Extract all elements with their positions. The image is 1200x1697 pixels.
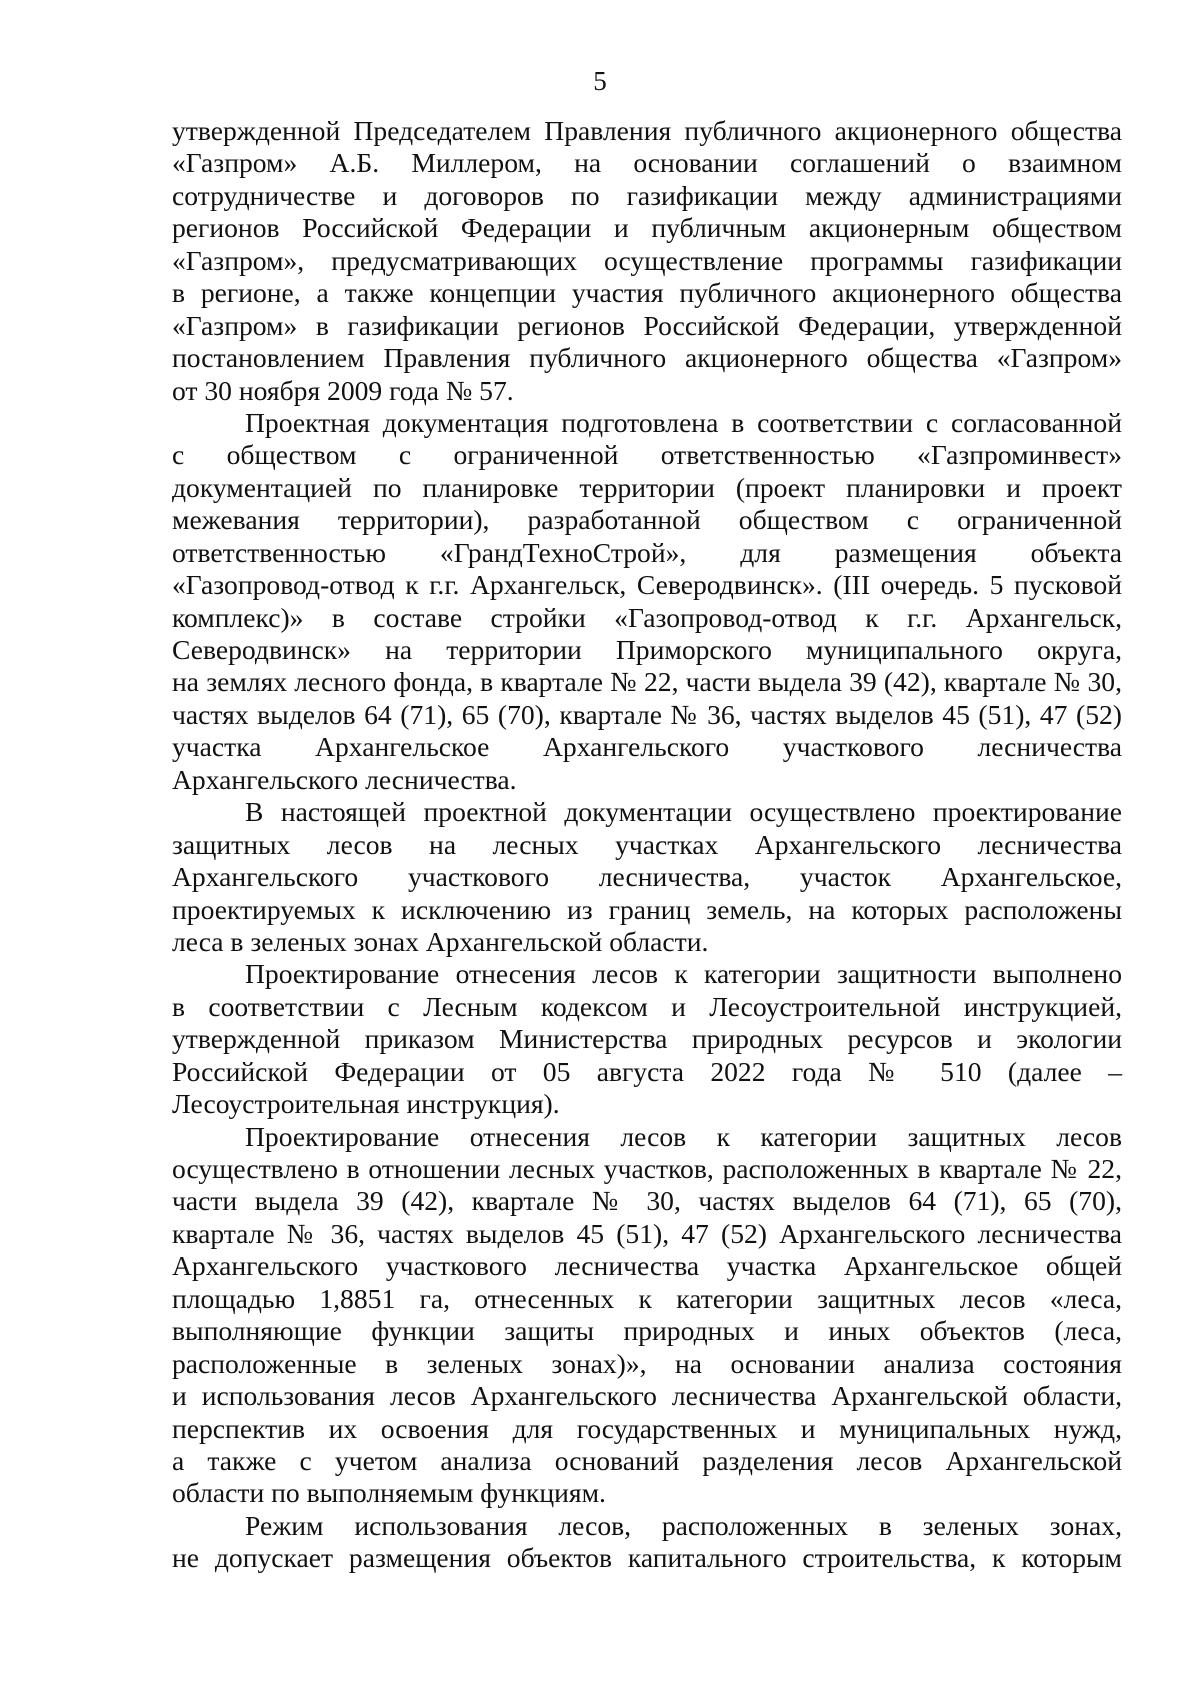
text-line: в регионе, а также концепции участия публичного акционерного общества [172,277,1122,309]
page-number: 5 [593,66,607,96]
text-line: «Газопровод-отвод к г.г. Архангельск, Северодвинск». (III очередь. 5 пусковой [172,569,1122,601]
text-line: и использования лесов Архангельского лесничества Архангельской области, [172,1380,1122,1412]
text-line: выполняющие функции защиты природных и иных объектов (леса, [172,1315,1122,1347]
text-line: защитных лесов на лесных участках Архангельского лесничества [172,828,1122,860]
text-line: квартале № 36, частях выделов 45 (51), 47 (52) Архангельского лесничества [172,1217,1122,1249]
text-line: леса в зеленых зонах Архангельской области. [172,925,709,957]
text-line: Архангельского лесничества. [172,763,517,795]
text-line: «Газпром» А.Б. Миллером, на основании соглашений о взаимном [172,147,1122,179]
text-line: Российской Федерации от 05 августа 2022 года № 510 (далее – [172,1055,1122,1087]
text-line: Проектирование отнесения лесов к категории защитности выполнено [245,958,1122,990]
text-line: Лесоустроительная инструкция). [172,1088,560,1120]
text-line: утвержденной Председателем Правления публичного акционерного общества [172,115,1122,146]
text-line: Режим использования лесов, расположенных в зеленых зонах, [245,1509,1122,1541]
text-line: в соответствии с Лесным кодексом и Лесоустроительной инструкцией, [172,990,1122,1022]
text-line: утвержденной приказом Министерства природных ресурсов и экологии [172,1023,1122,1055]
text-line: регионов Российской Федерации и публичным акционерным обществом [172,212,1122,244]
text-line: частях выделов 64 (71), 65 (70), квартале № 36, частях выделов 45 (51), 47 (52) [172,698,1122,730]
text-line: на землях лесного фонда, в квартале № 22, части выдела 39 (42), квартале № 30, [172,666,1122,698]
text-line: межевания территории), разработанной обществом с ограниченной [172,504,1122,536]
text-line: В настоящей проектной документации осуществлено проектирование [245,796,1122,828]
text-line: комплекс)» в составе стройки «Газопровод-отвод к г.г. Архангельск, [172,601,1122,633]
text-line: от 30 ноября 2009 года № 57. [172,374,514,406]
text-line: с обществом с ограниченной ответственностью «Газпроминвест» [172,439,1122,471]
text-line: осуществлено в отношении лесных участков, расположенных в квартале № 22, [172,1153,1122,1184]
text-line: участка Архангельское Архангельского участкового лесничества [172,731,1122,763]
text-line: ответственностью «ГрандТехноСтрой», для размещения объекта [172,536,1122,568]
text-line: расположенные в зеленых зонах)», на основании анализа состояния [172,1347,1122,1379]
text-line: Северодвинск» на территории Приморского муниципального округа, [172,634,1122,665]
text-line: Архангельского участкового лесничества, участок Архангельское, [172,861,1122,893]
text-line: Архангельского участкового лесничества участка Архангельское общей [172,1250,1122,1282]
text-line: сотрудничестве и договоров по газификации между администрациями [172,179,1122,211]
text-line: постановлением Правления публичного акционерного общества «Газпром» [172,342,1122,374]
text-line: «Газпром», предусматривающих осуществление программы газификации [172,244,1122,276]
text-line: Проектная документация подготовлена в соответствии с согласованной [245,406,1122,438]
text-line: документацией по планировке территории (проект планировки и проект [172,471,1122,503]
text-line: перспектив их освоения для государственных и муниципальных нужд, [172,1412,1122,1444]
text-line: «Газпром» в газификации регионов Российской Федерации, утвержденной [172,309,1122,341]
text-line: части выдела 39 (42), квартале № 30, частях выделов 64 (71), 65 (70), [172,1185,1122,1217]
text-line: площадью 1,8851 га, отнесенных к категории защитных лесов «леса, [172,1282,1122,1314]
body-text [172,115,1122,1575]
text-line: а также с учетом анализа оснований разделения лесов Архангельской [172,1444,1122,1476]
text-line: области по выполняемым функциям. [172,1477,606,1509]
text-line: не допускает размещения объектов капитального строительства, к которым [172,1542,1122,1574]
text-line: Проектирование отнесения лесов к категории защитных лесов [245,1120,1122,1152]
text-line: проектируемых к исключению из границ земель, на которых расположены [172,893,1122,925]
